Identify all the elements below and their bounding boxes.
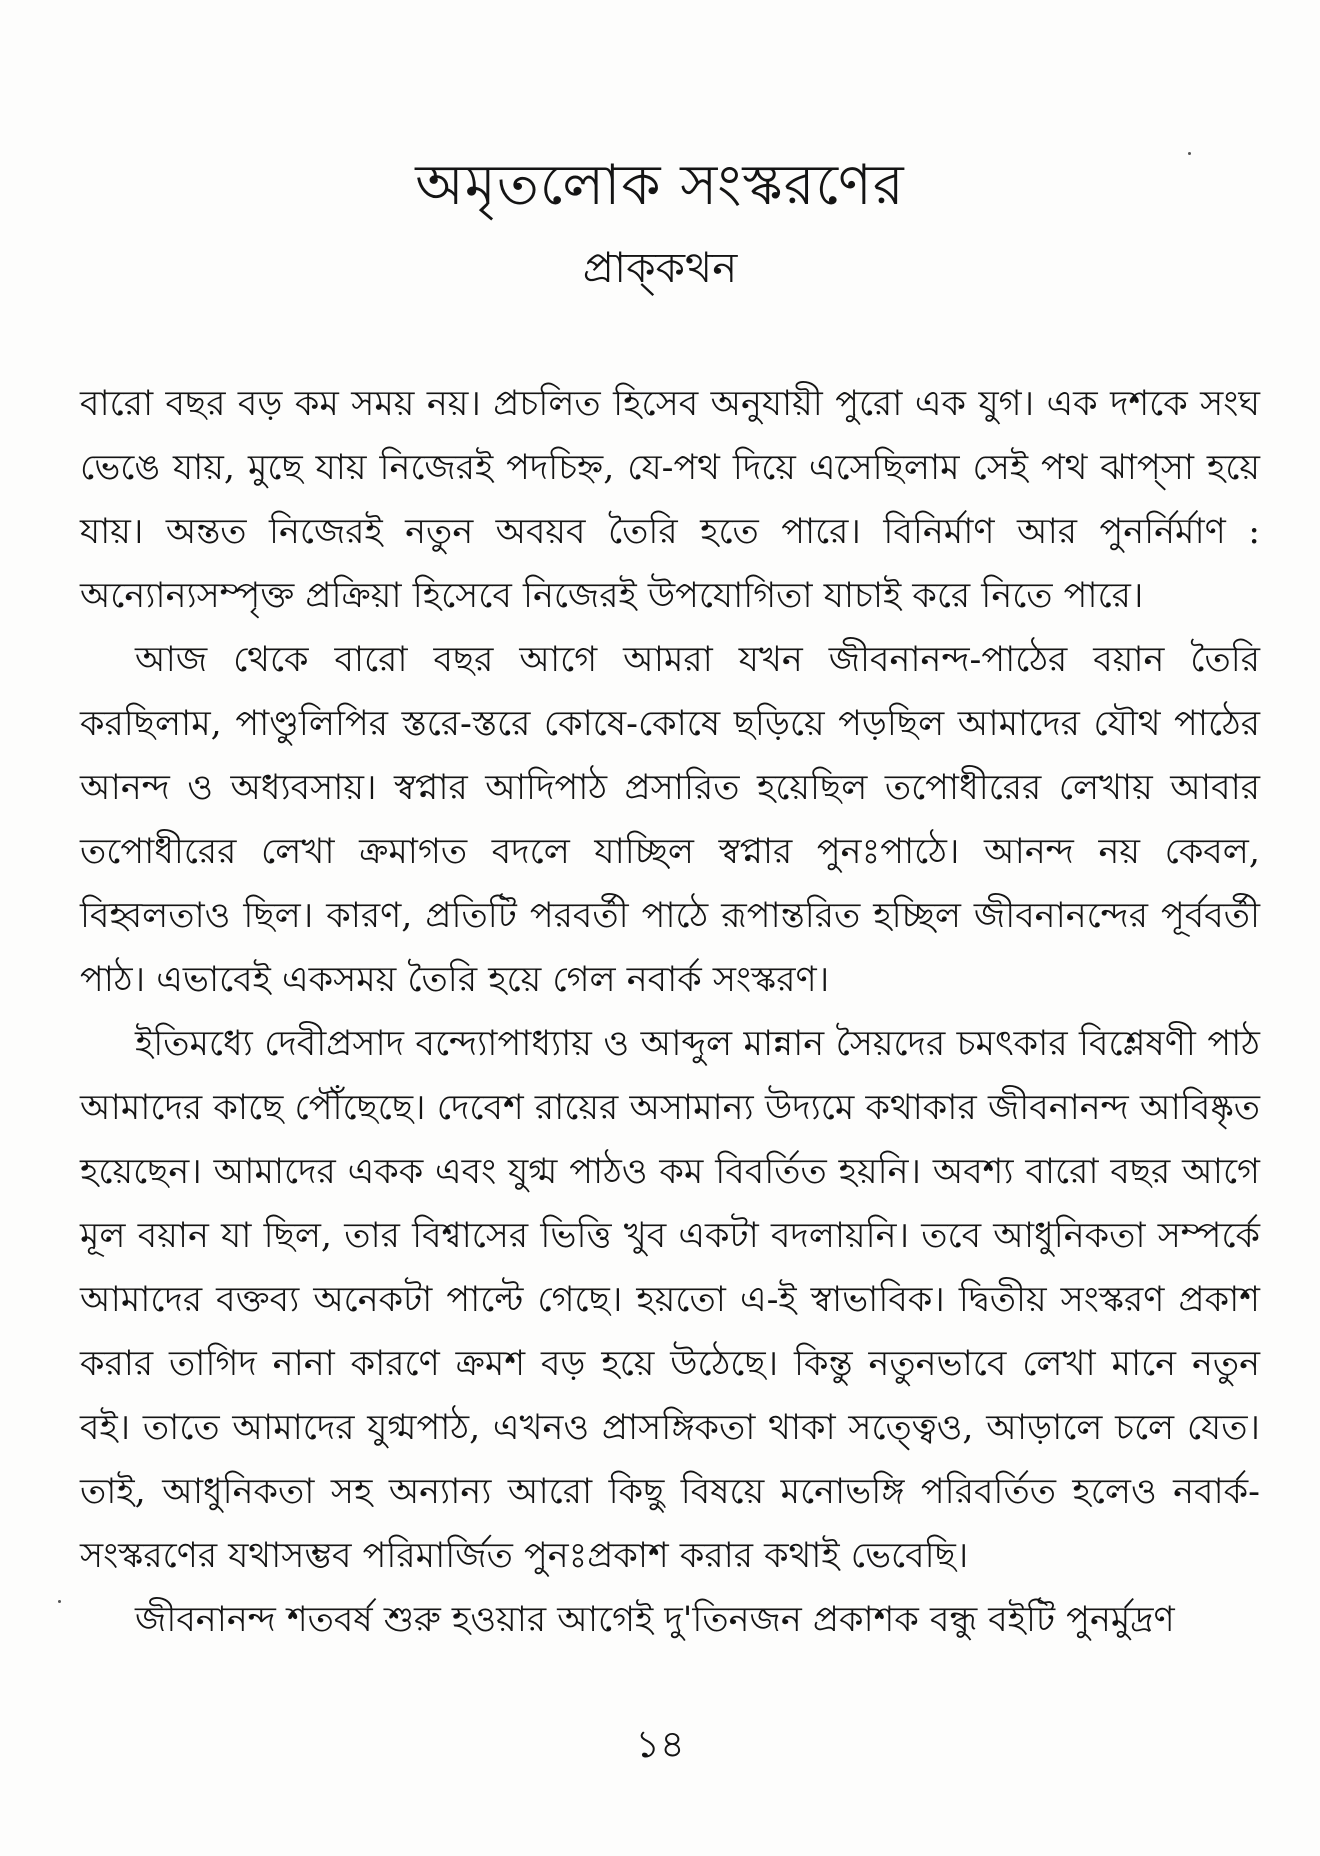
paragraph-1: বারো বছর বড় কম সময় নয়। প্রচলিত হিসেব অনুযায়ী পুরো এক যুগ। এক দশকে সংঘ ভেঙে যায়, মুছে যায় নিজেরই পদচিহ্ন, যে-পথ দিয়ে এসেছিলাম সেই পথ ঝাপ্‌সা হয়ে যায়। অন্তত নিজেরই নতুন অবয়ব তৈরি হতে পারে। বিনির্মাণ আর পুনর্নির্মাণ : অন্যোন্যসম্পৃক্ত প্রক্রিয়া হিসেবে নিজেরই উপযোগিতা যাচাই করে নিতে পারে। [80, 384, 1260, 616]
page-title: অমৃতলোক সংস্করণের [415, 153, 905, 218]
body-text [80, 372, 1260, 1652]
scan-speck [58, 1600, 61, 1603]
paragraph-2: আজ থেকে বারো বছর আগে আমরা যখন জীবনানন্দ-পাঠের বয়ান তৈরি করছিলাম, পাণ্ডুলিপির স্তরে-স্তরে কোষে-কোষে ছড়িয়ে পড়ছিল আমাদের যৌথ পাঠের আনন্দ ও অধ্যবসায়। স্বপ্নার আদিপাঠ প্রসারিত হয়েছিল তপোধীরের লেখায় আবার তপোধীরের লেখা ক্রমাগত বদলে যাচ্ছিল স্বপ্নার পুনঃপাঠে। আনন্দ নয় কেবল, বিহ্বলতাও ছিল। কারণ, প্রতিটি পরবর্তী পাঠে রূপান্তরিত হচ্ছিল জীবনানন্দের পূর্ববর্তী পাঠ। এভাবেই একসময় তৈরি হয়ে গেল নবার্ক সংস্করণ। [80, 640, 1260, 1000]
page-number: ১৪ [635, 1722, 685, 1766]
scan-speck [1188, 152, 1191, 155]
page-subtitle: প্রাক্‌কথন [582, 243, 738, 292]
paragraph-4: জীবনানন্দ শতবর্ষ শুরু হওয়ার আগেই দু'তিনজন প্রকাশক বন্ধু বইটি পুনর্মুদ্রণ [135, 1600, 1175, 1640]
paragraph-3: ইতিমধ্যে দেবীপ্রসাদ বন্দ্যোপাধ্যায় ও আব্দুল মান্নান সৈয়দের চমৎকার বিশ্লেষণী পাঠ আমাদের কাছে পৌঁছেছে। দেবেশ রায়ের অসামান্য উদ্যমে কথাকার জীবনানন্দ আবিষ্কৃত হয়েছেন। আমাদের একক এবং যুগ্ম পাঠও কম বিবর্তিত হয়নি। অবশ্য বারো বছর আগে মূল বয়ান যা ছিল, তার বিশ্বাসের ভিত্তি খুব একটা বদলায়নি। তবে আধুনিকতা সম্পর্কে আমাদের বক্তব্য অনেকটা পাল্টে গেছে। হয়তো এ-ই স্বাভাবিক। দ্বিতীয় সংস্করণ প্রকাশ করার তাগিদ নানা কারণে ক্রমশ বড় হয়ে উঠেছে। কিন্তু নতুনভাবে লেখা মানে নতুন বই। তাতে আমাদের যুগ্মপাঠ, এখনও প্রাসঙ্গিকতা থাকা সত্ত্বেও, আড়ালে চলে যেত। তাই, আধুনিকতা সহ অন্যান্য আরো কিছু বিষয়ে মনোভঙ্গি পরিবর্তিত হলেও নবার্ক-সংস্করণের যথাসম্ভব পরিমার্জিত পুনঃপ্রকাশ করার কথাই ভেবেছি। [80, 1024, 1260, 1576]
